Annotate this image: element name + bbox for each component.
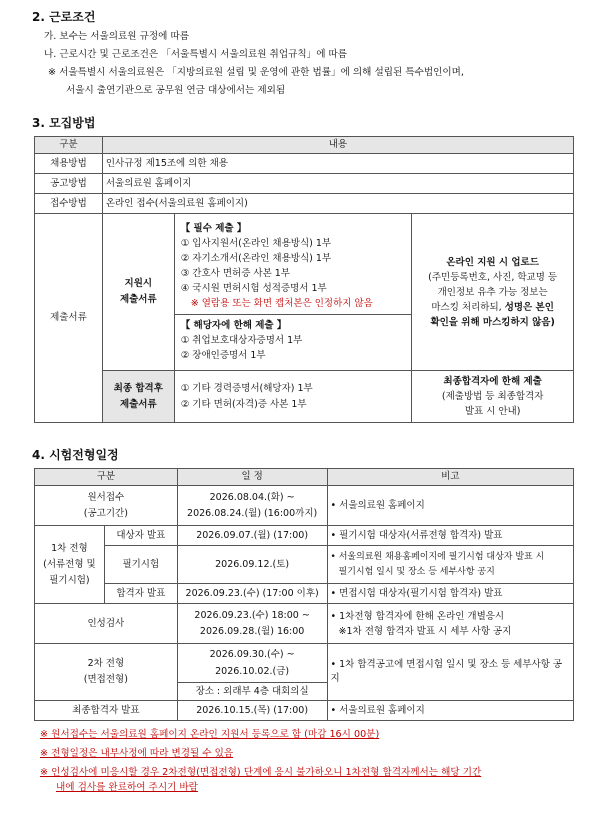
note-line: ※ 원서접수는 서울의료원 홈페이지 온라인 지원서 등록으로 함 (마감 16시 00분) bbox=[40, 729, 380, 740]
required-item: ④ 국시원 면허시험 성적증명서 1부 bbox=[180, 283, 327, 294]
written-exam-label: 필기시험 bbox=[104, 546, 177, 584]
applicant-label-line: 지원시 bbox=[124, 278, 153, 289]
col-header-category: 구분 bbox=[35, 137, 103, 154]
upload-line: 확인을 위해 마스킹하지 않음) bbox=[430, 316, 555, 328]
interview-date bbox=[177, 644, 327, 701]
required-title: 【 필수 제출 】 bbox=[180, 223, 247, 234]
col-header-content: 내용 bbox=[102, 137, 573, 154]
final-item: ① 기타 경력증명서(해당자) 1부 bbox=[180, 382, 313, 394]
upload-note bbox=[412, 214, 574, 371]
first-stage-label bbox=[35, 526, 105, 604]
col-header-category: 구분 bbox=[35, 469, 178, 486]
label-line: 1차 전형 bbox=[51, 542, 88, 554]
applicable-item: ② 장애인증명서 1부 bbox=[180, 350, 266, 361]
final-label-line: 제출서류 bbox=[119, 398, 157, 410]
sec2-line-1: 가. 보수는 서울의료원 규정에 따름 bbox=[44, 31, 189, 42]
section-2-title: 2. 근로조건 bbox=[32, 10, 96, 24]
final-announce-note: • 서울의료원 홈페이지 bbox=[327, 701, 573, 721]
final-docs-label bbox=[102, 371, 174, 423]
final-note-line: 발표 시 안내) bbox=[464, 406, 521, 417]
final-item: ② 기타 면허(자격)증 사본 1부 bbox=[180, 398, 307, 410]
final-announce-label: 최종합격자 발표 bbox=[35, 701, 178, 721]
section-3-title: 3. 모집방법 bbox=[32, 116, 96, 130]
final-announce-date: 2026.10.15.(목) (17:00) bbox=[177, 701, 327, 721]
applicant-docs-list bbox=[174, 214, 412, 371]
pass-announce-note: • 면접시험 대상자(필기시험 합격자) 발표 bbox=[327, 584, 573, 604]
date-line: 2026.09.28.(월) 16:00 bbox=[199, 625, 305, 637]
application-date bbox=[177, 486, 327, 526]
final-docs-list bbox=[174, 371, 412, 423]
pass-announce-label: 합격자 발표 bbox=[104, 584, 177, 604]
interview-place: 장소 : 외래부 4층 대회의실 bbox=[178, 682, 327, 700]
applicable-title: 【 해당자에 한해 제출 】 bbox=[180, 320, 287, 331]
row-value: 온라인 접수(서울의료원 홈페이지) bbox=[102, 194, 573, 214]
date-line: 2026.09.30.(수) ~ bbox=[209, 649, 295, 660]
recruit-method-table bbox=[34, 136, 574, 423]
upload-line: (주민등록번호, 사진, 학교명 등 bbox=[428, 271, 558, 283]
sec2-line-3: ※ 서울특별시 서울의료원은 「지방의료원 설립 및 운영에 관한 법률」에 의해 설립된 특수법인이며, bbox=[48, 67, 464, 78]
applicant-label-line: 제출서류 bbox=[119, 294, 157, 305]
row-value: 인사규정 제15조에 의한 채용 bbox=[102, 154, 573, 174]
applicable-item: ① 취업보호대상자증명서 1부 bbox=[180, 335, 303, 346]
date-line: 2026.10.02.(금) bbox=[215, 666, 290, 677]
application-note: • 서울의료원 홈페이지 bbox=[327, 486, 573, 526]
target-announce-note: • 필기시험 대상자(서류전형 합격자) 발표 bbox=[327, 526, 573, 546]
interview-label bbox=[35, 644, 178, 701]
submit-docs-label: 제출서류 bbox=[35, 214, 103, 423]
final-label-line: 최종 합격후 bbox=[113, 382, 163, 394]
target-announce-label: 대상자 발표 bbox=[104, 526, 177, 546]
required-item: ② 자기소개서(온라인 채용방식) 1부 bbox=[180, 253, 332, 264]
date-line: 2026.08.24.(월) (16:00까지) bbox=[187, 507, 318, 519]
label-line: (서류전형 및 bbox=[43, 558, 96, 570]
label-line: 필기시험) bbox=[49, 574, 90, 586]
row-value: 서울의료원 홈페이지 bbox=[102, 174, 573, 194]
schedule-table bbox=[34, 468, 574, 721]
schedule-notes bbox=[40, 727, 580, 795]
required-note: ※ 열람용 또는 화면 캡처본은 인정하지 않음 bbox=[190, 298, 373, 309]
label-line: (면접전형) bbox=[83, 674, 128, 685]
sec2-line-2: 나. 근로시간 및 근로조건은 「서울특별시 서울의료원 취업규칙」에 따름 bbox=[44, 49, 348, 60]
label-line: (공고기간) bbox=[83, 507, 128, 519]
final-docs-note bbox=[412, 371, 574, 423]
note-line: ※ 인성검사에 미응시할 경우 2차전형(면접전형) 단계에 응시 불가하오니 1차전형 합격자께서는 해당 기간 bbox=[40, 767, 482, 778]
interview-note: • 1차 합격공고에 면접시험 일시 및 장소 등 세부사항 공지 bbox=[327, 644, 573, 701]
upload-title: 온라인 지원 시 업로드 bbox=[446, 256, 539, 268]
section-4-title: 4. 시험전형일정 bbox=[32, 448, 119, 462]
col-header-schedule: 일 정 bbox=[177, 469, 327, 486]
personality-test-date bbox=[177, 604, 327, 644]
pass-announce-date: 2026.09.23.(수) (17:00 이후) bbox=[177, 584, 327, 604]
personality-test-note: • 1차전형 합격자에 한해 온라인 개별응시 ※1차 전형 합격자 발표 시 세부 사항 공지 bbox=[327, 604, 573, 644]
final-note-line: (제출방법 등 최종합격자 bbox=[441, 391, 544, 402]
sec2-line-4: 서울시 출연기관으로 공무원 연금 대상에서는 제외됨 bbox=[66, 85, 286, 96]
col-header-remarks: 비고 bbox=[327, 469, 573, 486]
application-label bbox=[35, 486, 178, 526]
final-note-title: 최종합격자에 한해 제출 bbox=[443, 376, 542, 387]
upload-line: 개인정보 유추 가능 정보는 bbox=[437, 286, 548, 298]
target-announce-date: 2026.09.07.(월) (17:00) bbox=[177, 526, 327, 546]
label-line: 2차 전형 bbox=[87, 658, 125, 669]
date-line: 2026.09.23.(수) 18:00 ~ bbox=[194, 609, 310, 621]
row-label: 접수방법 bbox=[35, 194, 103, 214]
written-exam-date: 2026.09.12.(토) bbox=[177, 546, 327, 584]
upload-line: 마스킹 처리하되, 성명은 본인 bbox=[431, 301, 554, 313]
date-line: 2026.08.04.(화) ~ bbox=[209, 491, 295, 503]
note-line: ※ 전형일정은 내부사정에 따라 변경될 수 있음 bbox=[40, 748, 234, 759]
label-line: 원서접수 bbox=[87, 491, 125, 503]
written-exam-note: • 서울의료원 채용홈페이지에 필기시험 대상자 발표 시 필기시험 일시 및 장소 등 세부사항 공지 bbox=[327, 546, 573, 584]
row-label: 공고방법 bbox=[35, 174, 103, 194]
required-item: ③ 간호사 면허증 사본 1부 bbox=[180, 268, 290, 279]
applicant-docs-label bbox=[102, 214, 174, 371]
required-item: ① 입사지원서(온라인 채용방식) 1부 bbox=[180, 238, 332, 249]
row-label: 채용방법 bbox=[35, 154, 103, 174]
personality-test-label: 인성검사 bbox=[35, 604, 178, 644]
note-line: 내에 검사를 완료하여 주시기 바람 bbox=[56, 782, 198, 793]
